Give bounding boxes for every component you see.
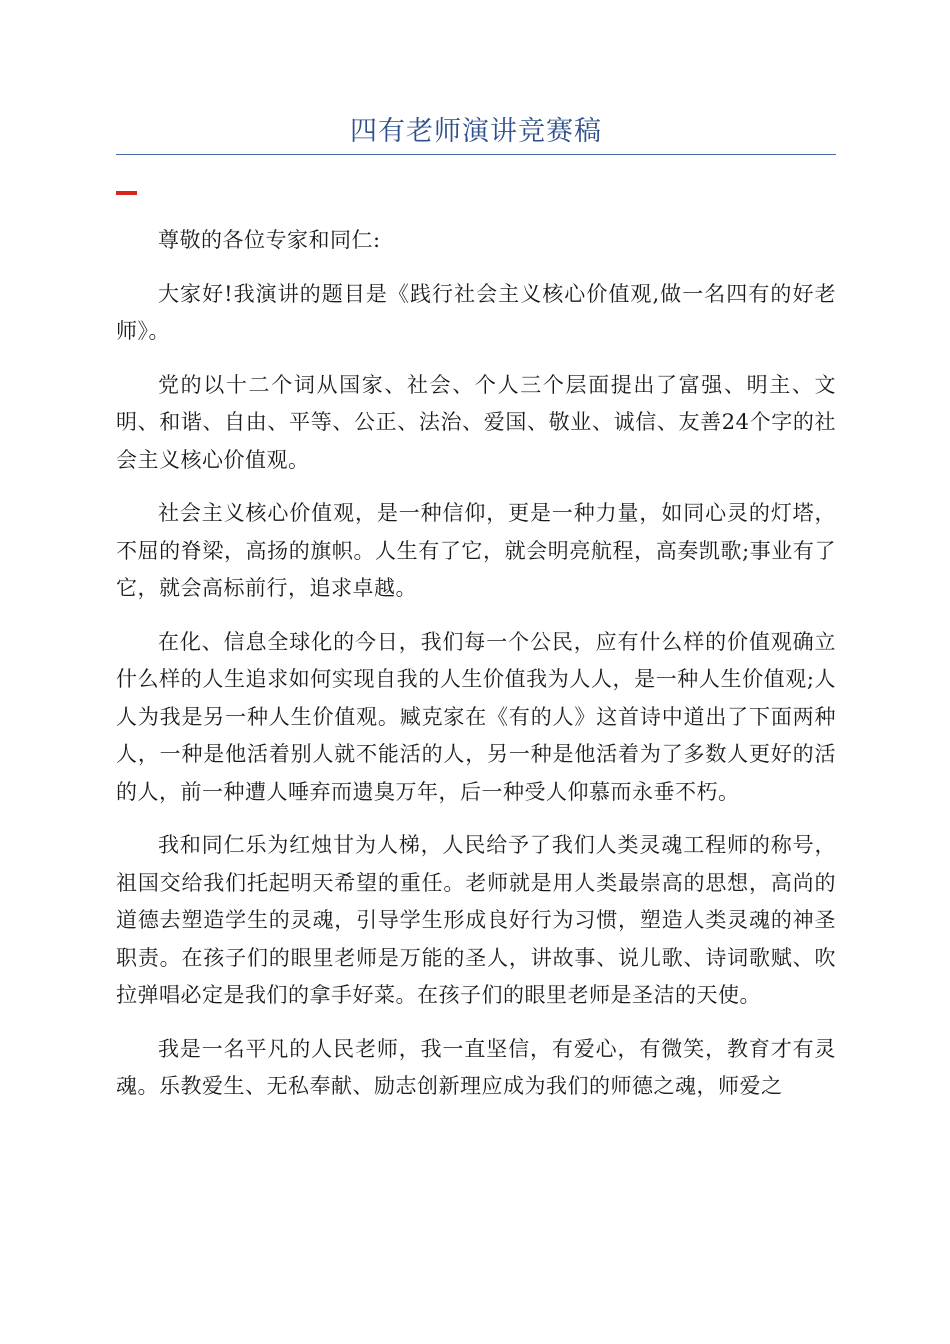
paragraph: 在化、信息全球化的今日，我们每一个公民，应有什么样的价值观确立什么样的人生追求如何实现自我的人生价值我为人人，是一种人生价值观;人人为我是另一种人生价值观。臧克家在《有的人》这首诗中道出了下面两种人，一种是他活着别人就不能活的人，另一种是他活着为了多数人更好的活的人，前一种遭人唾弃而遗臭万年，后一种受人仰慕而永垂不朽。 xyxy=(116,629,836,804)
paragraph-salutation: 尊敬的各位专家和同仁: xyxy=(158,228,381,252)
page-title: 四有老师演讲竞赛稿 xyxy=(350,116,602,147)
paragraph-greeting: 大家好!我演讲的题目是《践行社会主义核心价值观,做一名四有的好老师》。 xyxy=(116,281,836,343)
title-underline xyxy=(116,154,836,155)
red-accent-mark xyxy=(116,191,137,195)
paragraph: 党的以十二个词从国家、社会、个人三个层面提出了富强、明主、文明、和谐、自由、平等、公正、法治、爱国、敬业、诚信、友善24个字的社会主义核心价值观。 xyxy=(116,372,836,472)
paragraph: 我和同仁乐为红烛甘为人梯，人民给予了我们人类灵魂工程师的称号，祖国交给我们托起明天希望的重任。老师就是用人类最崇高的思想，高尚的道德去塑造学生的灵魂，引导学生形成良好行为习惯，塑造人类灵魂的神圣职责。在孩子们的眼里老师是万能的圣人，讲故事、说儿歌、诗词歌赋、吹拉弹唱必定是我们的拿手好菜。在孩子们的眼里老师是圣洁的天使。 xyxy=(116,833,836,1007)
paragraph: 我是一名平凡的人民老师，我一直坚信，有爱心，有微笑，教育才有灵魂。乐教爱生、无私奉献、励志创新理应成为我们的师德之魂，师爱之 xyxy=(116,1036,836,1098)
document-body xyxy=(116,222,836,1122)
paragraph: 社会主义核心价值观，是一种信仰，更是一种力量，如同心灵的灯塔，不屈的脊梁，高扬的旗帜。人生有了它，就会明亮航程，高奏凯歌;事业有了它，就会高标前行，追求卓越。 xyxy=(116,501,836,600)
